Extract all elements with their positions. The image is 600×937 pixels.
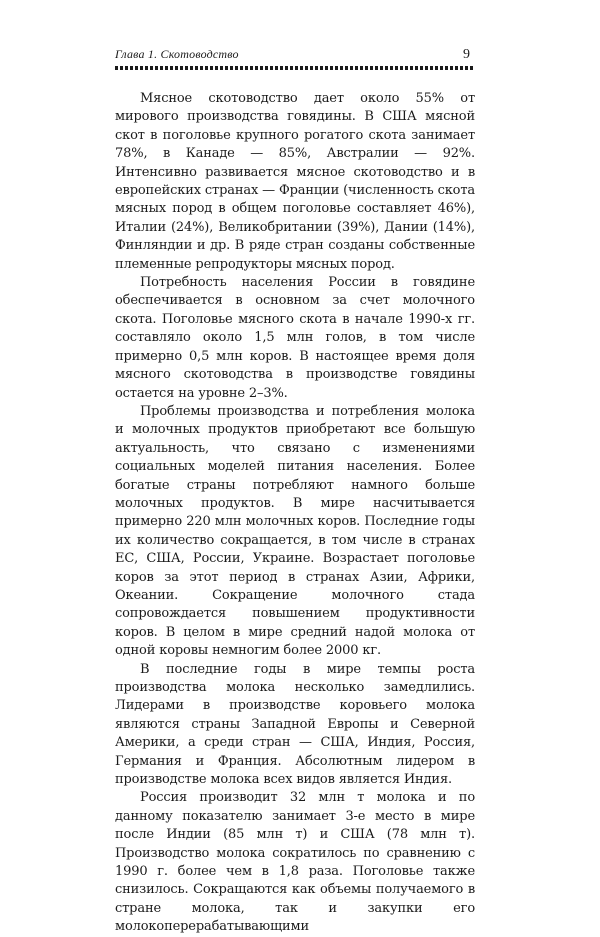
- header-rule: [115, 66, 475, 70]
- chapter-title: Глава 1. Скотоводство: [115, 47, 239, 61]
- paragraph: Потребность населения России в говядине обеспечивается в основном за счет молочного скота. Поголовье мясного скота в начале 1990-х гг. составляло около 1,5 млн голов, в том числе примерно 0,5 млн коров. В настоящее время доля мясного скотоводства в производстве говядины остается на уровне 2–3%.: [115, 275, 475, 401]
- running-header: [115, 47, 470, 63]
- paragraph: Россия производит 32 млн т молока и по данному показателю занимает 3-е место в мире после Индии (85 млн т) и США (78 млн т). Производство молока сократилось по сравнению с 1990 г. более чем в 1,8 раза. Поголовье также снизилось. Сокращаются как объемы получаемого в стране молока, так и закупки его молокоперерабатывающими: [115, 790, 475, 935]
- paragraph: Проблемы производства и потребления молока и молочных продуктов приобретают все большую актуальность, что связано с изменениями социальных моделей питания населения. Более богатые страны потребляют намного больше молочных продуктов. В мире насчитывается примерно 220 млн молочных коров. Последние годы их количество сокращается, в том числе в странах ЕС, США, России, Украине. Возрастает поголовье коров за этот период в странах Азии, Африки, Океании. Сокращение молочного стада сопровождается повышением продуктивности коров. В целом в мире средний надой молока от одной коровы немногим более 2000 кг.: [115, 403, 475, 659]
- paragraph: В последние годы в мире темпы роста производства молока несколько замедлились. Лидерами в производстве коровьего молока являются страны Западной Европы и Северной Америки, а среди стран — США, Индия, Россия, Германия и Франция. Абсолютным лидером в производстве молока всех видов является Индия.: [115, 661, 475, 788]
- body-text: [115, 90, 475, 937]
- page-number: 9: [463, 47, 470, 62]
- paragraph: Мясное скотоводство дает около 55% от мирового производства говядины. В США мясной скот в поголовье крупного рогатого скота занимает 78%, в Канаде — 85%, Австралии — 92%. Интенсивно развивается мясное скотоводство и в европейских странах — Франции (численность скота мясных пород в общем поголовье составляет 46%), Италии (24%), Великобритании (39%), Дании (14%), Финляндии и др. В ряде стран созданы собственные племенные репродукторы мясных пород.: [115, 91, 475, 272]
